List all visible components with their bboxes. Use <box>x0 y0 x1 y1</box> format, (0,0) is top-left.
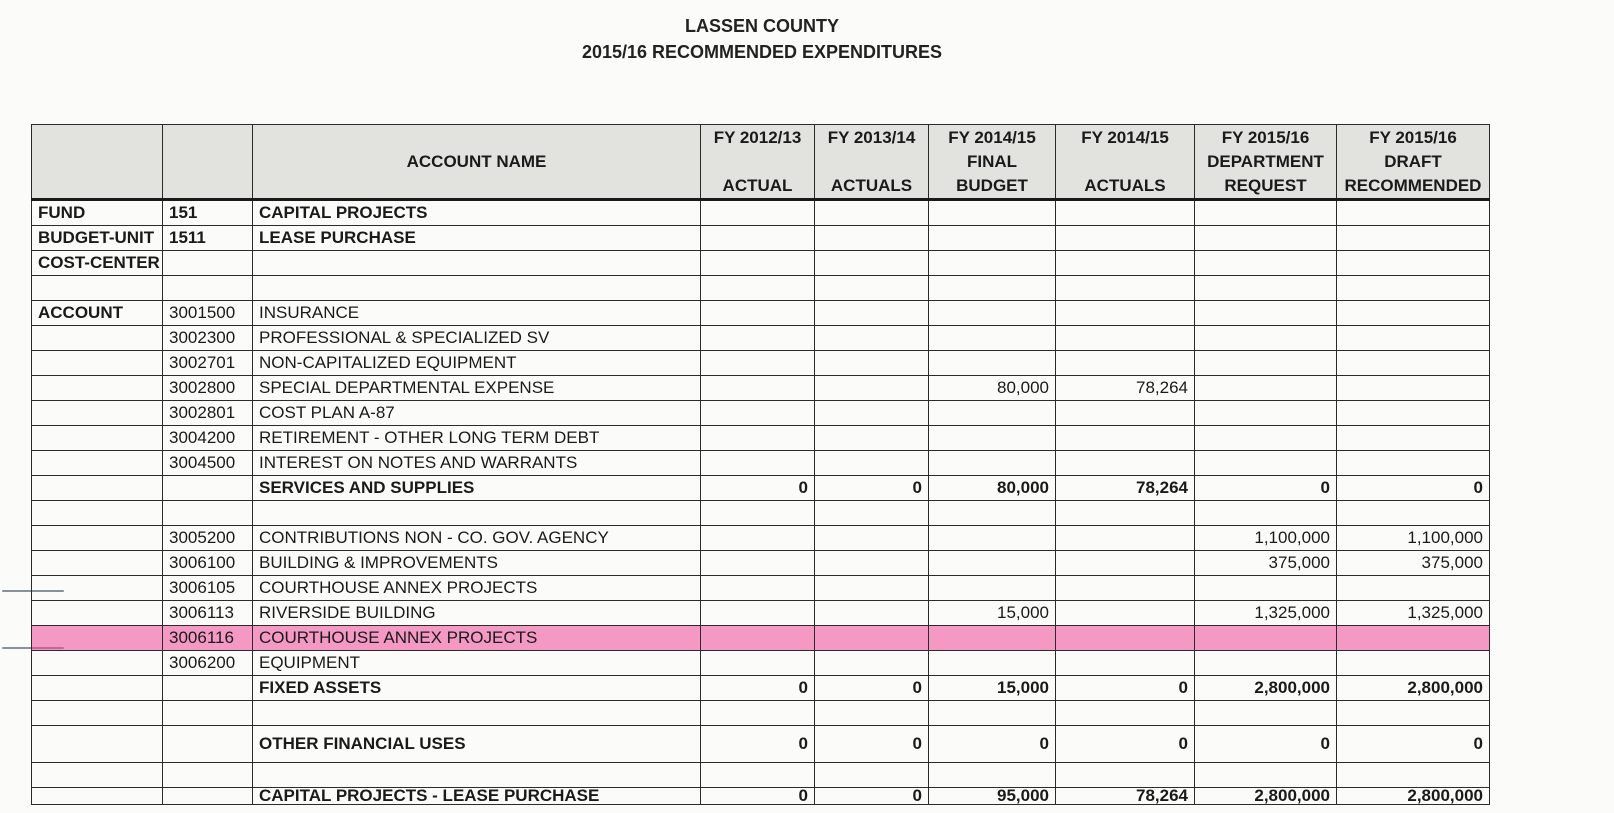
amount-cell <box>1056 551 1195 576</box>
header-line: DEPARTMENT <box>1207 151 1324 171</box>
amount-cell <box>929 651 1056 676</box>
amount-cell <box>701 376 815 401</box>
amount-cell <box>929 326 1056 351</box>
amount-cell <box>1056 701 1195 726</box>
amount-cell <box>1056 401 1195 426</box>
amount-cell <box>1337 763 1490 788</box>
amount-cell <box>1195 301 1337 326</box>
amount-cell <box>701 501 815 526</box>
amount-cell <box>815 551 929 576</box>
amount-cell <box>1195 376 1337 401</box>
amount-cell <box>929 200 1056 226</box>
amount-cell <box>815 376 929 401</box>
table-row <box>32 501 1490 526</box>
row-label <box>32 501 163 526</box>
amount-cell <box>815 200 929 226</box>
amount-cell <box>1195 626 1337 651</box>
header-fy-2015-16-request <box>1195 125 1337 200</box>
amount-cell <box>701 601 815 626</box>
amount-cell <box>1337 351 1490 376</box>
header-fy-2014-15-budget <box>929 125 1056 200</box>
expenditure-table <box>31 124 1490 805</box>
row-label <box>32 451 163 476</box>
amount-cell: 0 <box>1337 726 1490 763</box>
amount-cell <box>1056 226 1195 251</box>
row-label <box>32 651 163 676</box>
row-label <box>32 763 163 788</box>
table-row <box>32 551 1490 576</box>
amount-cell: 1,100,000 <box>1337 526 1490 551</box>
account-name: SERVICES AND SUPPLIES <box>253 476 701 501</box>
account-code: 3002800 <box>163 376 253 401</box>
account-code: 1511 <box>163 226 253 251</box>
amount-cell <box>701 251 815 276</box>
amount-cell <box>1337 501 1490 526</box>
amount-cell <box>701 526 815 551</box>
table-row <box>32 701 1490 726</box>
amount-cell: 95,000 <box>929 788 1056 805</box>
amount-cell <box>1195 326 1337 351</box>
amount-cell <box>929 451 1056 476</box>
account-code <box>163 276 253 301</box>
amount-cell <box>1195 651 1337 676</box>
amount-cell <box>1195 451 1337 476</box>
amount-cell <box>1056 351 1195 376</box>
header-line <box>1060 150 1190 174</box>
table-row <box>32 251 1490 276</box>
row-label <box>32 626 163 651</box>
amount-cell <box>929 251 1056 276</box>
amount-cell <box>1337 576 1490 601</box>
amount-cell <box>929 763 1056 788</box>
account-code: 3006105 <box>163 576 253 601</box>
amount-cell: 0 <box>701 788 815 805</box>
account-name: NON-CAPITALIZED EQUIPMENT <box>253 351 701 376</box>
amount-cell <box>1337 701 1490 726</box>
table-row-subtotal <box>32 788 1490 805</box>
amount-cell: 0 <box>815 788 929 805</box>
amount-cell: 2,800,000 <box>1337 676 1490 701</box>
amount-cell <box>1195 351 1337 376</box>
amount-cell <box>815 501 929 526</box>
amount-cell <box>1337 326 1490 351</box>
table-row-subtotal <box>32 676 1490 701</box>
row-label <box>32 726 163 763</box>
account-code <box>163 788 253 805</box>
table-row <box>32 426 1490 451</box>
amount-cell: 0 <box>701 726 815 763</box>
amount-cell <box>701 763 815 788</box>
account-code: 3001500 <box>163 301 253 326</box>
amount-cell <box>1056 576 1195 601</box>
account-name: SPECIAL DEPARTMENTAL EXPENSE <box>253 376 701 401</box>
table-row <box>32 276 1490 301</box>
amount-cell <box>1056 251 1195 276</box>
amount-cell <box>929 226 1056 251</box>
amount-cell: 0 <box>701 676 815 701</box>
amount-cell <box>1195 701 1337 726</box>
amount-cell: 0 <box>1056 726 1195 763</box>
amount-cell <box>1056 626 1195 651</box>
header-account-name: ACCOUNT NAME <box>253 125 701 200</box>
account-name: INTEREST ON NOTES AND WARRANTS <box>253 451 701 476</box>
account-name <box>253 276 701 301</box>
account-name: RIVERSIDE BUILDING <box>253 601 701 626</box>
row-label: FUND <box>32 200 163 226</box>
amount-cell: 1,325,000 <box>1337 601 1490 626</box>
header-line: REQUEST <box>1224 175 1307 195</box>
amount-cell <box>1195 501 1337 526</box>
report-title: LASSEN COUNTY <box>684 16 839 36</box>
header-code-cell <box>163 125 253 200</box>
row-label: BUDGET-UNIT <box>32 226 163 251</box>
account-code: 151 <box>163 200 253 226</box>
header-fy-2013-14 <box>815 125 929 200</box>
amount-cell <box>815 451 929 476</box>
account-code: 3006116 <box>163 626 253 651</box>
account-name: COURTHOUSE ANNEX PROJECTS <box>253 576 701 601</box>
header-line: FY 2014/15 <box>948 127 1036 147</box>
account-name: CAPITAL PROJECTS <box>253 200 701 226</box>
amount-cell: 0 <box>701 476 815 501</box>
report-subtitle: 2015/16 RECOMMENDED EXPENDITURES <box>581 42 943 62</box>
row-label <box>32 276 163 301</box>
table-row <box>32 401 1490 426</box>
amount-cell <box>701 701 815 726</box>
header-fy-2015-16-recommended <box>1337 125 1490 200</box>
amount-cell <box>1337 376 1490 401</box>
account-name: COST PLAN A-87 <box>253 401 701 426</box>
amount-cell <box>815 401 929 426</box>
amount-cell <box>815 626 929 651</box>
table-body <box>32 200 1490 805</box>
amount-cell: 0 <box>1056 676 1195 701</box>
amount-cell <box>1195 200 1337 226</box>
amount-cell <box>1195 426 1337 451</box>
amount-cell: 78,264 <box>1056 476 1195 501</box>
table-row <box>32 601 1490 626</box>
amount-cell <box>929 701 1056 726</box>
amount-cell <box>1337 651 1490 676</box>
amount-cell <box>701 551 815 576</box>
amount-cell <box>815 426 929 451</box>
row-label: COST-CENTER <box>32 251 163 276</box>
header-line: FY 2015/16 <box>1369 127 1457 147</box>
amount-cell: 1,100,000 <box>1195 526 1337 551</box>
header-label-cell <box>32 125 163 200</box>
amount-cell: 375,000 <box>1337 551 1490 576</box>
row-label <box>32 701 163 726</box>
account-name: OTHER FINANCIAL USES <box>253 726 701 763</box>
row-label <box>32 576 163 601</box>
account-code <box>163 726 253 763</box>
amount-cell <box>701 401 815 426</box>
amount-cell: 0 <box>929 726 1056 763</box>
account-code <box>163 251 253 276</box>
table-row-subtotal <box>32 726 1490 763</box>
amount-cell <box>815 276 929 301</box>
amount-cell: 2,800,000 <box>1195 788 1337 805</box>
amount-cell: 1,325,000 <box>1195 601 1337 626</box>
account-name: EQUIPMENT <box>253 651 701 676</box>
header-fy-2014-15-actuals <box>1056 125 1195 200</box>
account-name: BUILDING & IMPROVEMENTS <box>253 551 701 576</box>
row-label <box>32 426 163 451</box>
row-label <box>32 376 163 401</box>
account-code <box>163 501 253 526</box>
amount-cell <box>1056 276 1195 301</box>
amount-cell <box>815 701 929 726</box>
amount-cell <box>1056 200 1195 226</box>
amount-cell <box>701 200 815 226</box>
row-label <box>32 351 163 376</box>
account-code: 3005200 <box>163 526 253 551</box>
account-name <box>253 501 701 526</box>
table-row <box>32 451 1490 476</box>
amount-cell <box>1195 401 1337 426</box>
table-row-subtotal <box>32 476 1490 501</box>
table-row <box>32 301 1490 326</box>
amount-cell <box>1337 276 1490 301</box>
table-row <box>32 200 1490 226</box>
amount-cell <box>815 351 929 376</box>
row-label <box>32 676 163 701</box>
amount-cell <box>1056 651 1195 676</box>
amount-cell <box>701 651 815 676</box>
amount-cell <box>815 763 929 788</box>
amount-cell <box>815 251 929 276</box>
header-line: RECOMMENDED <box>1344 175 1482 195</box>
table-row-highlighted <box>32 626 1490 651</box>
amount-cell: 0 <box>1195 476 1337 501</box>
header-line: FINAL <box>966 151 1018 171</box>
amount-cell <box>815 651 929 676</box>
header-line: ACTUAL <box>722 175 793 195</box>
account-code: 3002300 <box>163 326 253 351</box>
table-row <box>32 226 1490 251</box>
amount-cell: 0 <box>815 726 929 763</box>
amount-cell: 15,000 <box>929 676 1056 701</box>
account-name: FIXED ASSETS <box>253 676 701 701</box>
amount-cell <box>701 451 815 476</box>
header-line: FY 2015/16 <box>1221 127 1310 147</box>
amount-cell: 78,264 <box>1056 788 1195 805</box>
amount-cell <box>929 526 1056 551</box>
account-code: 3006100 <box>163 551 253 576</box>
account-name <box>253 701 701 726</box>
amount-cell <box>929 301 1056 326</box>
account-name: CAPITAL PROJECTS - LEASE PURCHASE <box>253 788 701 805</box>
amount-cell: 2,800,000 <box>1337 788 1490 805</box>
amount-cell: 15,000 <box>929 601 1056 626</box>
row-label <box>32 601 163 626</box>
row-label <box>32 476 163 501</box>
table-row <box>32 376 1490 401</box>
account-code <box>163 476 253 501</box>
table-row <box>32 351 1490 376</box>
account-name <box>253 763 701 788</box>
amount-cell <box>929 351 1056 376</box>
amount-cell <box>701 626 815 651</box>
account-name: PROFESSIONAL & SPECIALIZED SV <box>253 326 701 351</box>
amount-cell <box>815 576 929 601</box>
amount-cell: 0 <box>815 676 929 701</box>
table-row <box>32 576 1490 601</box>
amount-cell <box>815 601 929 626</box>
amount-cell: 0 <box>1337 476 1490 501</box>
amount-cell <box>1337 301 1490 326</box>
account-code: 3004200 <box>163 426 253 451</box>
amount-cell <box>1337 226 1490 251</box>
amount-cell <box>701 351 815 376</box>
account-code: 3006200 <box>163 651 253 676</box>
amount-cell <box>1337 626 1490 651</box>
account-name <box>253 251 701 276</box>
amount-cell: 80,000 <box>929 376 1056 401</box>
amount-cell <box>701 326 815 351</box>
amount-cell <box>1195 226 1337 251</box>
header-fy-2012-13 <box>701 125 815 200</box>
amount-cell <box>701 426 815 451</box>
amount-cell <box>1195 276 1337 301</box>
amount-cell <box>1337 251 1490 276</box>
amount-cell <box>929 501 1056 526</box>
amount-cell <box>815 326 929 351</box>
table-row <box>32 326 1490 351</box>
amount-cell <box>701 226 815 251</box>
table-row <box>32 526 1490 551</box>
amount-cell <box>1195 251 1337 276</box>
amount-cell: 78,264 <box>1056 376 1195 401</box>
amount-cell <box>1056 501 1195 526</box>
header-line: ACTUALS <box>1084 175 1166 195</box>
amount-cell: 2,800,000 <box>1195 676 1337 701</box>
header-line: DRAFT <box>1384 151 1442 171</box>
account-name: CONTRIBUTIONS NON - CO. GOV. AGENCY <box>253 526 701 551</box>
account-code: 3006113 <box>163 601 253 626</box>
amount-cell <box>1056 426 1195 451</box>
account-name: INSURANCE <box>253 301 701 326</box>
amount-cell <box>1056 763 1195 788</box>
header-line: BUDGET <box>956 175 1028 195</box>
amount-cell <box>1337 401 1490 426</box>
amount-cell <box>929 276 1056 301</box>
row-label <box>32 788 163 805</box>
row-label <box>32 401 163 426</box>
amount-cell <box>701 301 815 326</box>
header-line: FY 2014/15 <box>1081 127 1169 147</box>
amount-cell <box>929 401 1056 426</box>
amount-cell: 80,000 <box>929 476 1056 501</box>
amount-cell: 375,000 <box>1195 551 1337 576</box>
header-line: FY 2012/13 <box>713 127 802 147</box>
amount-cell <box>815 301 929 326</box>
row-label <box>32 551 163 576</box>
account-name: COURTHOUSE ANNEX PROJECTS <box>253 626 701 651</box>
amount-cell <box>929 626 1056 651</box>
account-code: 3004500 <box>163 451 253 476</box>
header-line <box>819 150 924 174</box>
amount-cell <box>1337 426 1490 451</box>
amount-cell: 0 <box>815 476 929 501</box>
amount-cell <box>1195 763 1337 788</box>
account-code: 3002801 <box>163 401 253 426</box>
amount-cell <box>1056 601 1195 626</box>
account-name: RETIREMENT - OTHER LONG TERM DEBT <box>253 426 701 451</box>
amount-cell: 0 <box>1195 726 1337 763</box>
amount-cell <box>1195 576 1337 601</box>
account-code <box>163 676 253 701</box>
amount-cell <box>701 276 815 301</box>
account-code <box>163 763 253 788</box>
row-label <box>32 326 163 351</box>
row-label: ACCOUNT <box>32 301 163 326</box>
header-line: FY 2013/14 <box>827 127 916 147</box>
amount-cell <box>1056 326 1195 351</box>
amount-cell <box>1056 301 1195 326</box>
table-row <box>32 651 1490 676</box>
amount-cell <box>815 226 929 251</box>
amount-cell <box>929 426 1056 451</box>
amount-cell <box>929 551 1056 576</box>
amount-cell <box>1056 526 1195 551</box>
account-name: LEASE PURCHASE <box>253 226 701 251</box>
account-code <box>163 701 253 726</box>
row-label <box>32 526 163 551</box>
table-row <box>32 763 1490 788</box>
account-code: 3002701 <box>163 351 253 376</box>
header-row <box>32 125 1490 200</box>
amount-cell <box>1337 451 1490 476</box>
header-line <box>705 150 810 174</box>
amount-cell <box>929 576 1056 601</box>
amount-cell <box>815 526 929 551</box>
amount-cell <box>701 576 815 601</box>
amount-cell <box>1337 200 1490 226</box>
header-line: ACTUALS <box>830 175 913 195</box>
amount-cell <box>1056 451 1195 476</box>
